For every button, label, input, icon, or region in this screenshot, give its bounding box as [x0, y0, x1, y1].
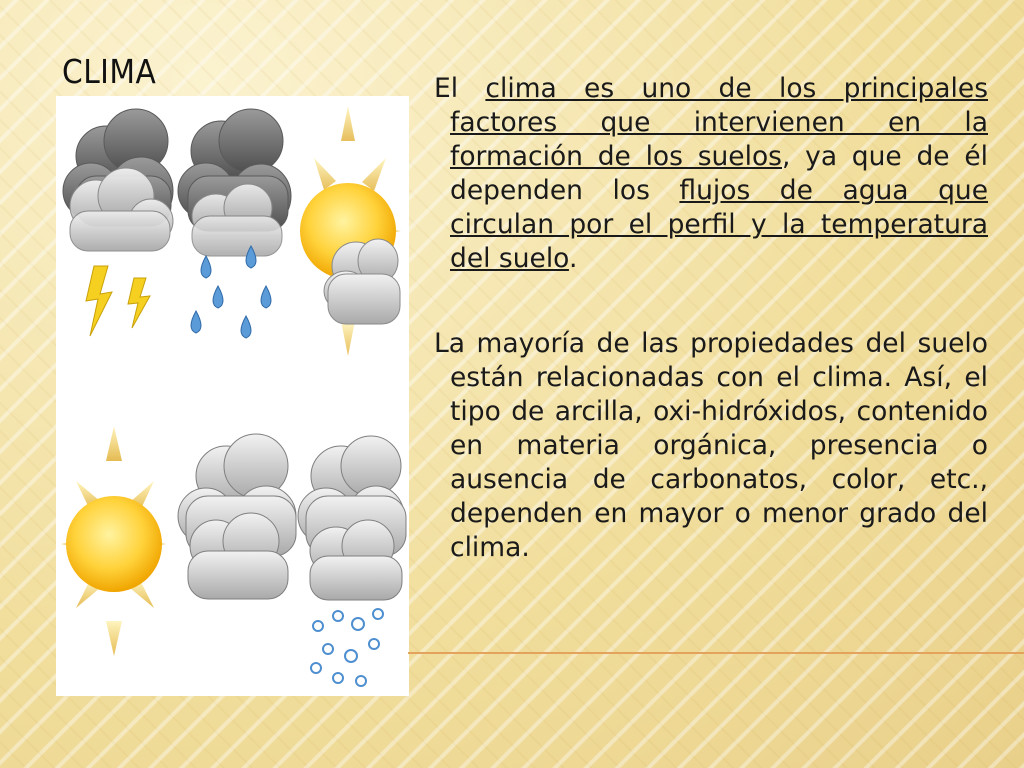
- accent-divider-line: [408, 652, 1024, 654]
- sun-icon: [61, 426, 166, 656]
- paragraph-clima-factores: [434, 72, 988, 276]
- paragraph-propiedades-suelo: La mayoría de las propiedades del suelo están relacionadas con el clima. Así, el tipo de arcilla, oxi-hidróxidos, contenido en materia orgánica, presencia o ausencia de carbonatos, color, etc., dependen en mayor o menor grado del clima.: [434, 328, 988, 563]
- weather-icons-image: [56, 96, 409, 696]
- paragraph1-intro: El: [434, 73, 486, 104]
- rain-cloud-icon: [178, 109, 291, 338]
- sun-cloud-icon: [300, 106, 401, 356]
- slide-title: CLIMA: [62, 52, 157, 91]
- paragraph1-underlined-factor: clima es uno de los principales factores que intervienen en la formación de los suelos: [450, 73, 988, 172]
- paragraph1-underlined-flows: flujos de agua que circulan por el perfil y la temperatura del suelo: [450, 175, 988, 274]
- storm-cloud-icon: [63, 109, 173, 336]
- paragraph1-end: .: [568, 243, 578, 274]
- paragraph1-middle: , ya que de él dependen los: [450, 141, 988, 206]
- cloud-icon: [178, 434, 296, 599]
- snow-cloud-icon: [298, 436, 406, 686]
